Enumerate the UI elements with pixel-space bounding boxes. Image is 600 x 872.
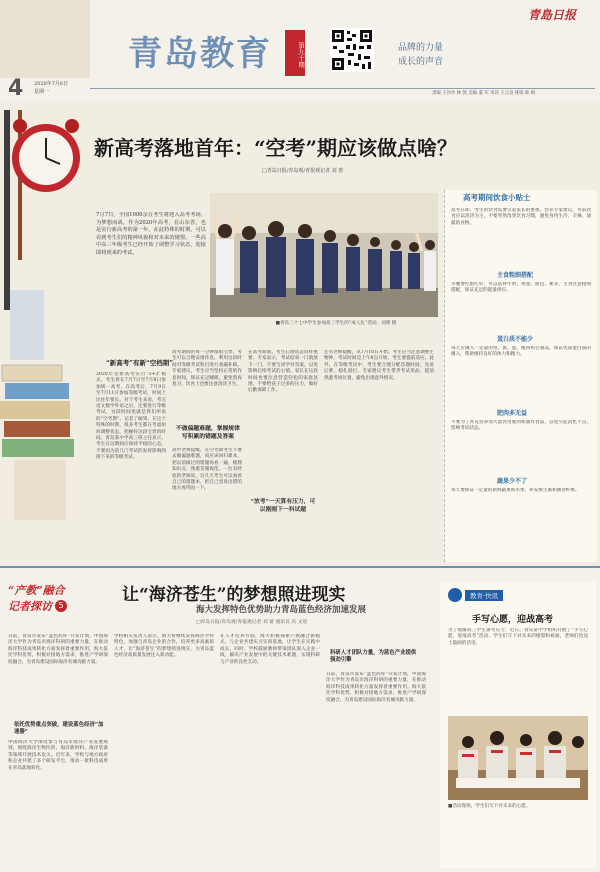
tips-title: 高考期间饮食小贴士	[463, 193, 531, 202]
paper-logo: 青島日报	[528, 8, 577, 22]
lead-headline: 新高考落地首年：“空考”期应该做点啥？	[94, 136, 458, 160]
feature-col-2: 学校相关负责人表示，海大将继续发挥海洋学科特色，加强与青岛企业的合作，培养更多高素质人才，让“海济苍生”的梦想照进现实，为青岛蓝色经济高质量发展注入新动能。	[114, 634, 214, 659]
lead-col-1: 2020年是新高考实行“3+3”模式，考生将在7月7日至7月8日参加统一高考，在高考后，7月9日至7月11日参加等级考试，时间上比往年要长。对于考生来说，考完语文数学外语之后，还要进行等级考试，这段时间也就是我们所说的“空考期”。记者了解到，在这个特殊的时期，很多考生都在考虑如何调整状态，把握好这段宝贵的时间。青岛某中学高三班主任表示，考生在这期间应保持平稳的心态，不要因为前几门考试的发挥影响到接下来的等级考试。	[96, 372, 166, 461]
brief-photo	[448, 716, 588, 800]
lead-col-3: 在高考期间，考生心理状态同样重要。专家表示，考试结束一门就放下一门，不要与同学对答案，以免影响后续考试的心情。家长在这段时间也要注意营造轻松的家庭氛围，不要给孩子过多的压力，做好后勤保障工作。	[248, 350, 318, 394]
lead-subhead-1: “新高考”有新“空档期”	[106, 359, 173, 367]
brief-photo-caption: ■活动现场，学生们写下对未来的心愿。	[448, 804, 531, 809]
lead-col-4: 还有老师提醒，从7月10日开始，考生应当注意调整生物钟，考试时间是上午8点开始，考生要提前适应。此外，在等级考试中，考生要合理分配答题时间，先易后难，稳扎稳打。专家建议考生带齐考试用品，提前熟悉考场位置，避免出现意外情况。	[324, 350, 434, 381]
feature-kicker	[8, 582, 118, 622]
tips-subhead-1: 主食粗细搭配	[497, 272, 534, 279]
feature-col-1b: 中国海洋大学深度参与青岛市海洋产业发展规划，围绕海洋生物医药、海洋新材料、海洋装备等领域开展技术攻关。近年来，学校与地方政府和企业共建了多个研发平台，推动一批科技成果在青岛落地转化。	[8, 740, 108, 771]
brief-title: 手写心愿，迎战高考	[472, 615, 554, 625]
brief-section-icon	[448, 588, 462, 602]
feature-headline: 让“海济苍生”的梦想照进现实	[122, 585, 346, 605]
tips-subhead-3: 肥肉多无益	[497, 410, 528, 417]
masthead-decoration	[0, 0, 90, 78]
feature-col-3: 在人才培养方面，海大积极探索产教融合新模式，与企业共建实习实训基地，让学生在实践中成长。同时，学校鼓励教师带领团队深入企业一线，解决产业发展中的关键技术难题，实现科研与产业的良性互动。	[220, 634, 320, 665]
issue-badge-text: 第九十期	[297, 42, 305, 68]
masthead-rule	[90, 88, 595, 89]
feature-kicker-line-1: “产教”融合	[8, 584, 65, 597]
tips-para-4: 每天要保证一定量的新鲜蔬菜和水果，补充维生素和膳食纤维。	[451, 488, 580, 493]
editors-credit: 责编 王沙沙 林 凯 美编 董 军 审读 王云良 排版 耿 梅	[432, 91, 536, 96]
clock-books-illustration	[0, 110, 92, 560]
section-title: 青岛教育	[128, 34, 272, 74]
feature-subhead-2: 科研人才团队力量，为蓝色产业提供强劲引擎	[330, 650, 417, 663]
feature-col-4: 日前，青岛市发布“蓝色药库”开发计划，中国海洋大学作为青岛市海洋科研的重要力量，在推动海洋科技成果转化方面发挥着重要作用。海大依托学科优势，积极对接地方需求，推进产学研深度融合，为青岛建设国际海洋名城贡献力量。	[326, 672, 426, 703]
lead-photo-caption: ■青岛三十七中学生参加高三学生的“成人礼”活动。刘蕾 摄	[275, 321, 397, 326]
issue-date: 2020年7月6日	[34, 81, 69, 87]
feature-subheadline: 海大发挥特色优势助力青岛蓝色经济加速发展	[196, 605, 367, 615]
lead-intro: 7月7日，全国1000余万考生将迎入高考考场，为梦想而战。作为2020年高考，在山东省，也是实行新高考的第一年，在此特殊的时期，可以看到考生们的精神风貌和对未来的憧憬。一些高中高三年级考生已经开始了调整学习状态，迎接即将到来的考试。	[96, 212, 206, 256]
lead-photo	[210, 193, 438, 317]
feature-byline: □青岛日报/青岛观/青报观记者 刘 蕾 通讯员 冯 文宸	[196, 620, 308, 625]
issue-weekday: 星期一	[34, 89, 50, 95]
tips-sidebar	[444, 190, 597, 562]
lead-subhead-2: 不做偏题难题，掌握规律写积累的错题及答案	[176, 426, 240, 440]
qr-code-icon	[330, 28, 374, 72]
lead-pull-quote: “放考”一天算有压力，可以刚刚下一科试题	[250, 499, 316, 513]
tips-intro: 高考在即，考生的饮食需要引起家长的重视。营养专家建议，考前饮食应以清淡为主，不要突然改变饮食习惯，避免食用生冷、辛辣、油腻的食物。	[451, 208, 591, 226]
feature-col-1: 日前，青岛市发布“蓝色药库”开发计划，中国海洋大学作为青岛市海洋科研的重要力量，在推动海洋科技成果转化方面发挥着重要作用。海大依托学科优势，积极对接地方需求，推进产学研深度融合，为青岛建设国际海洋名城贡献力量。	[8, 634, 108, 665]
lead-col-2b: 高中老师提醒，在空考期考生不要去做偏题难题，而应该回归课本，把以前做过的错题再看一遍，梳理知识点，熟悉答题规范。一位有经验的老师说，这几天考生可以看看自己的错题本，把自己容易出错的地方再巩固一下。	[172, 448, 242, 492]
feature-divider	[0, 566, 600, 568]
tips-subhead-2: 蛋白质不能少	[497, 336, 534, 343]
tips-subhead-4: 蔬果少不了	[497, 478, 528, 485]
feature-kicker-line-2: 记者探访	[8, 600, 52, 613]
lead-col-2: 高考期间的每一分钟都很宝贵，考生可以合理安排作息，利用这段时间对等级考试科目进行查漏补缺。专家建议，考生应当坚持正常的作息时间，保证充足睡眠，避免熬夜复习，饮食上也要注意清淡卫生。	[172, 350, 242, 388]
page-number: 4	[8, 76, 24, 101]
lead-byline: □青岛日报/青岛观/青报观记者 刘 蕾	[262, 168, 344, 174]
tips-para-2: 每天应摄入一定量的鱼、禽、蛋、瘦肉和豆制品，保证优质蛋白质的摄入，帮助维持良好的体力和精力。	[451, 346, 591, 358]
slogan-line-2: 成长的声音	[398, 57, 444, 67]
feature-kicker-number: 5	[55, 600, 67, 612]
slogan-line-1: 品牌的力量	[398, 43, 444, 53]
brief-sidebar	[440, 582, 596, 868]
brief-section-label: 教育·快讯	[465, 590, 503, 601]
feature-subhead-1: 依托优势重点突破，建设蓝色经济“加速器”	[14, 722, 104, 735]
brief-text: 为了缓解高三学生备考压力，近日，青岛某中学组织开展了“手写心愿，迎战高考”活动，学生们写下对未来的憧憬和祝福，老师们也送上鼓励的话语。	[448, 628, 588, 646]
tips-para-3: 不要为了补充营养而大量食用肥肉和油炸食品，以免引起消化不良，影响考试状态。	[451, 420, 591, 432]
masthead	[0, 0, 600, 102]
issue-badge	[285, 30, 305, 76]
tips-para-1: 早餐要吃饱吃好，可以选择牛奶、鸡蛋、面包、粥等，主食注意粗细搭配，保证充足的能量供应。	[451, 282, 591, 294]
brief-section-tag	[448, 588, 503, 602]
